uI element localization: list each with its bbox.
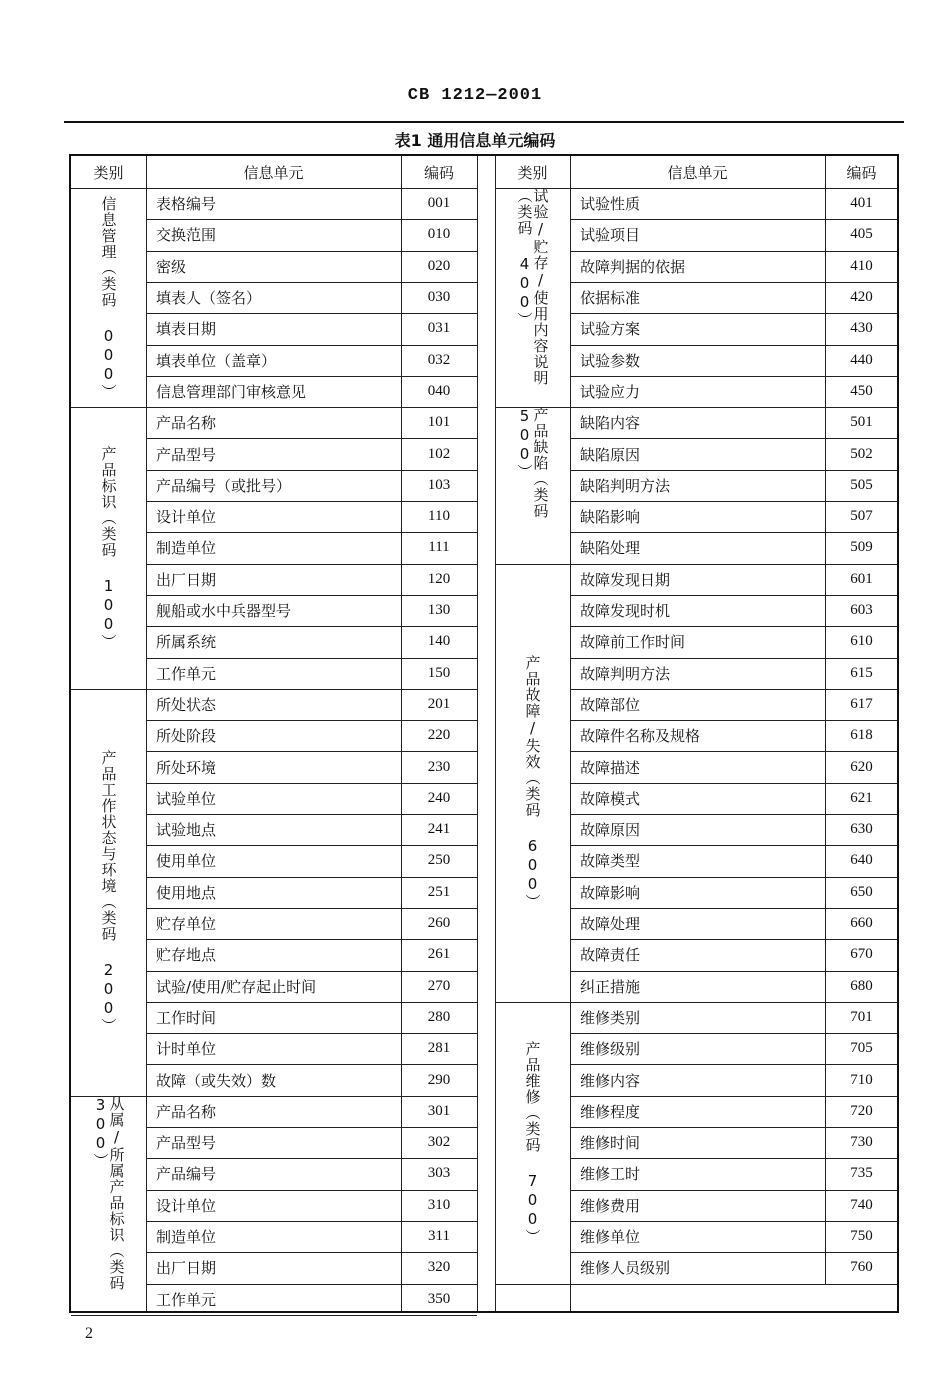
info-unit-code: 735 [850,1165,873,1182]
info-unit-name: 交换范围 [156,226,217,245]
header-category: 类别 [93,163,124,182]
info-unit-name: 信息管理部门审核意见 [156,382,307,401]
info-unit-code: 430 [850,320,873,337]
info-unit-code: 630 [850,821,873,838]
info-unit-code: 730 [850,1134,873,1151]
info-unit-code: 250 [427,852,451,869]
info-unit-code: 405 [850,226,873,243]
row-divider [71,1315,477,1316]
info-unit-name: 所处环境 [156,758,217,777]
info-unit-code: 640 [850,852,873,869]
info-unit-name: 维修级别 [580,1040,641,1059]
category-label [495,1002,570,1284]
info-unit-name: 维修工时 [580,1165,641,1184]
info-unit-name: 填表日期 [156,320,217,339]
category-label [71,689,146,1096]
info-unit-code: 032 [427,351,451,368]
info-unit-name: 故障原因 [580,821,641,840]
info-unit-name: 故障（或失效）数 [156,1071,277,1090]
info-unit-name: 贮存单位 [156,915,217,934]
info-unit-name: 密级 [156,257,187,276]
category-text: 从属/所属产品标识（类码 300） [91,1095,126,1291]
info-unit-code: 130 [427,602,451,619]
info-unit-name: 故障描述 [580,758,641,777]
info-unit-code: 750 [850,1228,873,1245]
info-unit-name: 工作单元 [156,1290,217,1309]
info-unit-name: 故障责任 [580,946,641,965]
info-unit-code: 507 [850,508,873,525]
category-text: 产品标识（类码 100） [99,445,118,650]
info-unit-name: 使用地点 [156,883,217,902]
info-unit-name: 工作时间 [156,1008,217,1027]
info-unit-code: 261 [427,946,451,963]
info-unit-name: 维修人员级别 [580,1259,671,1278]
info-unit-code: 660 [850,915,873,932]
info-unit-code: 601 [850,570,873,587]
info-unit-name: 试验方案 [580,320,641,339]
info-unit-name: 缺陷影响 [580,508,641,527]
info-unit-code: 140 [427,633,451,650]
info-unit-code: 705 [850,1040,873,1057]
info-unit-code: 040 [427,382,451,399]
info-unit-name: 填表单位（盖章） [156,351,277,370]
info-unit-code: 650 [850,883,873,900]
info-unit-code: 010 [427,226,451,243]
category-label [71,1096,146,1315]
info-unit-code: 320 [427,1259,451,1276]
info-unit-name: 产品名称 [156,1102,217,1121]
info-unit-code: 620 [850,758,873,775]
info-unit-name: 试验项目 [580,226,641,245]
info-unit-code: 031 [427,320,451,337]
info-unit-name: 维修时间 [580,1134,641,1153]
info-unit-code: 760 [850,1259,873,1276]
info-unit-name: 缺陷原因 [580,445,641,464]
info-unit-code: 251 [427,883,451,900]
info-unit-code: 230 [427,758,451,775]
page-number: 2 [85,1325,93,1342]
info-unit-code: 610 [850,633,873,650]
info-unit-name: 所处阶段 [156,727,217,746]
info-unit-code: 701 [850,1008,873,1025]
info-unit-name: 所属系统 [156,633,217,652]
info-unit-code: 618 [850,727,873,744]
info-unit-name: 设计单位 [156,508,217,527]
header-info-unit: 信息单元 [243,163,304,182]
info-unit-name: 产品编号（或批号） [156,476,292,495]
category-label [71,188,146,407]
info-unit-name: 制造单位 [156,539,217,558]
info-unit-code: 240 [427,789,451,806]
info-unit-name: 故障前工作时间 [580,633,686,652]
info-unit-code: 740 [850,1196,873,1213]
info-unit-name: 维修费用 [580,1196,641,1215]
table-title: 表1 通用信息单元编码 [394,131,556,150]
info-unit-name: 故障件名称及规格 [580,727,701,746]
info-unit-name: 舰船或水中兵器型号 [156,602,292,621]
category-text: 产品工作状态与环境（类码 200） [99,750,118,1035]
info-unit-code: 260 [427,915,451,932]
column-divider [477,156,478,1311]
header-info-unit: 信息单元 [667,163,728,182]
info-unit-code: 617 [850,695,873,712]
category-text: 产品故障/失效（类码 600） [523,655,542,911]
info-unit-code: 201 [427,695,451,712]
info-unit-name: 故障判据的依据 [580,257,686,276]
info-unit-name: 试验应力 [580,382,641,401]
info-unit-name: 产品名称 [156,414,217,433]
info-unit-name: 故障影响 [580,883,641,902]
header-category: 类别 [517,163,548,182]
category-text: 信息管理（类码 000） [99,195,118,400]
info-unit-name: 故障发现日期 [580,570,671,589]
info-unit-code: 030 [427,289,451,306]
info-unit-name: 故障发现时机 [580,602,671,621]
info-unit-name: 试验单位 [156,789,217,808]
info-unit-code: 303 [427,1165,451,1182]
info-unit-name: 缺陷判明方法 [580,476,671,495]
header-rule [64,121,904,123]
info-unit-code: 710 [850,1071,873,1088]
info-unit-name: 故障部位 [580,695,641,714]
info-unit-name: 维修内容 [580,1071,641,1090]
info-unit-code: 350 [427,1290,451,1307]
info-unit-code: 302 [427,1134,451,1151]
info-unit-name: 制造单位 [156,1228,217,1247]
info-unit-code: 401 [850,195,873,212]
info-unit-code: 440 [850,351,873,368]
info-unit-name: 产品型号 [156,1134,217,1153]
info-unit-code: 310 [427,1196,451,1213]
info-unit-name: 缺陷内容 [580,414,641,433]
info-unit-name: 贮存地点 [156,946,217,965]
info-unit-code: 670 [850,946,873,963]
info-unit-code: 509 [850,539,873,556]
info-unit-name: 试验地点 [156,821,217,840]
info-unit-code: 102 [427,445,451,462]
info-unit-code: 280 [427,1008,451,1025]
info-unit-name: 计时单位 [156,1040,217,1059]
info-unit-code: 220 [427,727,451,744]
category-label [495,407,570,564]
info-unit-code: 615 [850,664,873,681]
info-unit-name: 出厂日期 [156,1259,217,1278]
info-unit-name: 维修类别 [580,1008,641,1027]
info-unit-code: 301 [427,1102,451,1119]
info-unit-code: 603 [850,602,873,619]
info-unit-code: 505 [850,476,873,493]
info-unit-code: 420 [850,289,873,306]
info-unit-name: 使用单位 [156,852,217,871]
info-unit-code: 020 [427,257,451,274]
category-text: 产品维修（类码 700） [523,1040,542,1245]
info-unit-code: 502 [850,445,873,462]
category-label [495,188,570,407]
info-unit-name: 工作单元 [156,664,217,683]
info-unit-name: 所处状态 [156,695,217,714]
info-unit-code: 680 [850,977,873,994]
info-unit-name: 设计单位 [156,1196,217,1215]
category-text: 产品缺陷（类码 500） [515,407,550,520]
info-unit-code: 311 [428,1228,450,1245]
row-divider [495,1284,898,1285]
category-label [71,407,146,689]
info-unit-name: 试验/使用/贮存起止时间 [156,977,317,996]
info-unit-code: 120 [427,570,451,587]
header-code: 编码 [846,163,877,182]
info-unit-name: 故障类型 [580,852,641,871]
info-unit-name: 维修单位 [580,1228,641,1247]
info-unit-name: 填表人（签名） [156,289,262,308]
info-unit-code: 450 [850,382,873,399]
category-label [495,564,570,1002]
info-unit-code: 101 [427,414,451,431]
header-code: 编码 [423,163,454,182]
info-unit-code: 241 [427,821,451,838]
info-unit-name: 试验性质 [580,195,641,214]
info-unit-name: 缺陷处理 [580,539,641,558]
info-unit-code: 281 [427,1040,451,1057]
category-text: 试验/贮存/使用内容说明（类码 400） [515,188,550,386]
info-unit-name: 试验参数 [580,351,641,370]
info-unit-name: 表格编号 [156,195,217,214]
info-unit-code: 111 [428,539,450,556]
info-unit-name: 产品编号 [156,1165,217,1184]
info-unit-code: 290 [427,1071,451,1088]
standard-number: CB 1212—2001 [407,86,543,105]
info-unit-name: 故障判明方法 [580,664,671,683]
info-unit-code: 621 [850,789,873,806]
info-unit-code: 410 [850,257,873,274]
code-table [69,154,899,1313]
info-unit-code: 270 [427,977,451,994]
info-unit-code: 110 [428,508,450,525]
info-unit-code: 501 [850,414,873,431]
info-unit-name: 出厂日期 [156,570,217,589]
info-unit-code: 103 [427,476,451,493]
info-unit-code: 720 [850,1102,873,1119]
info-unit-name: 依据标准 [580,289,641,308]
info-unit-code: 001 [427,195,451,212]
info-unit-name: 产品型号 [156,445,217,464]
info-unit-name: 维修程度 [580,1102,641,1121]
info-unit-name: 故障处理 [580,915,641,934]
info-unit-name: 纠正措施 [580,977,641,996]
info-unit-code: 150 [427,664,451,681]
info-unit-name: 故障模式 [580,789,641,808]
